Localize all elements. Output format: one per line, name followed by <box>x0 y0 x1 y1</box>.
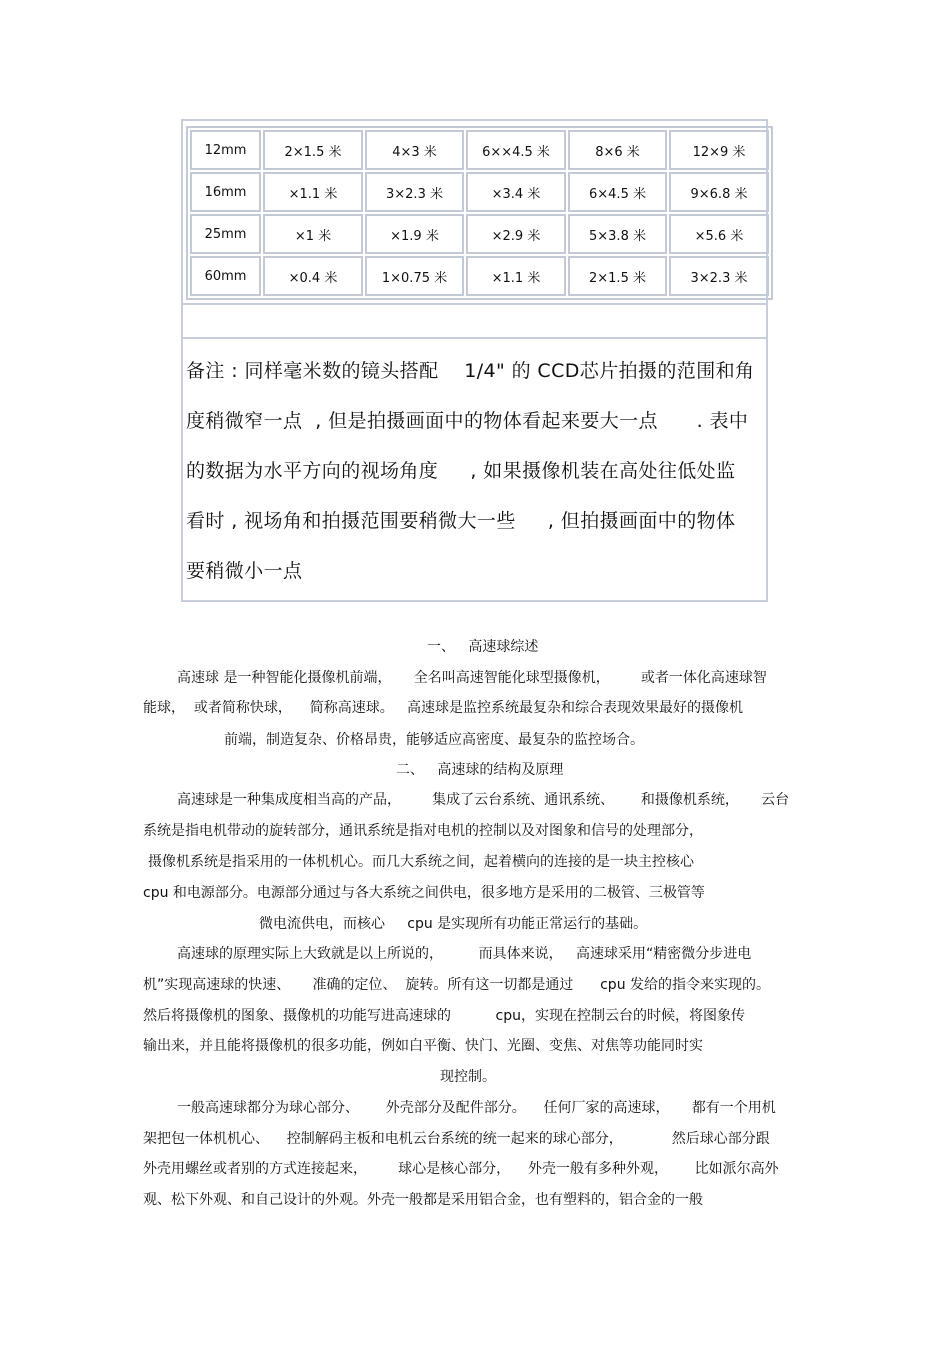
table-cell: 9×6.8 米 <box>669 172 769 212</box>
paragraph-line: 机”实现高速球的快速、 准确的定位、 旋转。所有这一切都是通过 cpu 发给的指令来实现的。 <box>143 977 771 993</box>
table-row <box>190 172 769 212</box>
paragraph-line: 前端，制造复杂、价格昂贵，能够适应高密度、最复杂的监控场合。 <box>224 732 644 748</box>
paragraph-line: 现控制。 <box>440 1069 496 1085</box>
table-row <box>190 256 769 296</box>
paragraph-line: 架把包一体机机心、 控制解码主板和电机云台系统的统一起来的球心部分， 然后球心部分跟 <box>143 1131 770 1147</box>
table-cell: 12×9 米 <box>669 130 769 170</box>
empty-table-row <box>183 303 766 339</box>
table-cell: 25mm <box>190 214 261 254</box>
paragraph-line: 高速球 是一种智能化摄像机前端， 全名叫高速智能化球型摄像机， 或者一体化高速球智 <box>177 670 767 686</box>
paragraph-line: 然后将摄像机的图象、摄像机的功能写进高速球的 cpu，实现在控制云台的时候，将图象传 <box>143 1008 745 1024</box>
table-cell: 16mm <box>190 172 261 212</box>
note-line: 备注 : 同样毫米数的镜头搭配 1/4" 的 CCD芯片拍摄的范围和角 <box>186 360 755 382</box>
table-cell: ×1 米 <box>263 214 363 254</box>
table-row <box>190 214 769 254</box>
section-heading: 二、 高速球的结构及原理 <box>396 762 564 778</box>
note-line: 看时 , 视场角和拍摄范围要稍微大一些 , 但拍摄画面中的物体 <box>186 510 736 532</box>
note-line: 的数据为水平方向的视场角度 , 如果摄像机装在高处往低处监 <box>186 460 736 482</box>
paragraph-line: 一般高速球都分为球心部分、 外壳部分及配件部分。 任何厂家的高速球， 都有一个用机 <box>177 1100 776 1116</box>
paragraph-line: 输出来，并且能将摄像机的很多功能，例如白平衡、快门、光圈、变焦、对焦等功能同时实 <box>143 1038 703 1054</box>
table-cell: 4×3 米 <box>365 130 464 170</box>
table-cell: 6××4.5 米 <box>466 130 566 170</box>
paragraph-line: 摄像机系统是指采用的一体机机心。而几大系统之间，起着横向的连接的是一块主控核心 <box>148 854 694 870</box>
table-cell: ×2.9 米 <box>466 214 566 254</box>
table-cell: 5×3.8 米 <box>568 214 667 254</box>
note-line: 度稍微窄一点 , 但是拍摄画面中的物体看起来要大一点 . 表中 <box>186 410 749 432</box>
table-cell: 12mm <box>190 130 261 170</box>
table-cell: ×1.1 米 <box>466 256 566 296</box>
table-cell: ×1.9 米 <box>365 214 464 254</box>
paragraph-line: 外壳用螺丝或者别的方式连接起来， 球心是核心部分， 外壳一般有多种外观， 比如派尔高外 <box>143 1161 779 1177</box>
note-line: 要稍微小一点 <box>186 560 303 582</box>
table-cell: 6×4.5 米 <box>568 172 667 212</box>
section-heading: 一、 高速球综述 <box>427 639 539 655</box>
table-cell: 3×2.3 米 <box>365 172 464 212</box>
paragraph-line: 微电流供电，而核心 cpu 是实现所有功能正常运行的基础。 <box>259 916 648 932</box>
table-cell: 2×1.5 米 <box>263 130 363 170</box>
table-cell: 2×1.5 米 <box>568 256 667 296</box>
paragraph-line: 系统是指电机带动的旋转部分，通讯系统是指对电机的控制以及对图象和信号的处理部分， <box>143 823 703 839</box>
table-cell: ×1.1 米 <box>263 172 363 212</box>
table-cell: ×5.6 米 <box>669 214 769 254</box>
table-cell: ×0.4 米 <box>263 256 363 296</box>
table-cell: 8×6 米 <box>568 130 667 170</box>
table-cell: 3×2.3 米 <box>669 256 769 296</box>
table-cell: 1×0.75 米 <box>365 256 464 296</box>
table-cell: ×3.4 米 <box>466 172 566 212</box>
paragraph-line: cpu 和电源部分。电源部分通过与各大系统之间供电，很多地方是采用的二极管、三极管等 <box>143 885 705 901</box>
paragraph-line: 高速球是一种集成度相当高的产品， 集成了云台系统、通讯系统、 和摄像机系统， 云台 <box>177 792 790 808</box>
paragraph-line: 高速球的原理实际上大致就是以上所说的， 而具体来说， 高速球采用“精密微分步进电 <box>177 946 752 962</box>
paragraph-line: 观、松下外观、和自己设计的外观。外壳一般都是采用铝合金，也有塑料的，铝合金的一般 <box>143 1192 703 1208</box>
lens-field-of-view-table <box>186 126 773 300</box>
table-cell: 60mm <box>190 256 261 296</box>
table-row <box>190 130 769 170</box>
table-note <box>186 346 761 596</box>
paragraph-line: 能球， 或者简称快球， 简称高速球。 高速球是监控系统最复杂和综合表现效果最好的摄像机 <box>143 700 744 716</box>
